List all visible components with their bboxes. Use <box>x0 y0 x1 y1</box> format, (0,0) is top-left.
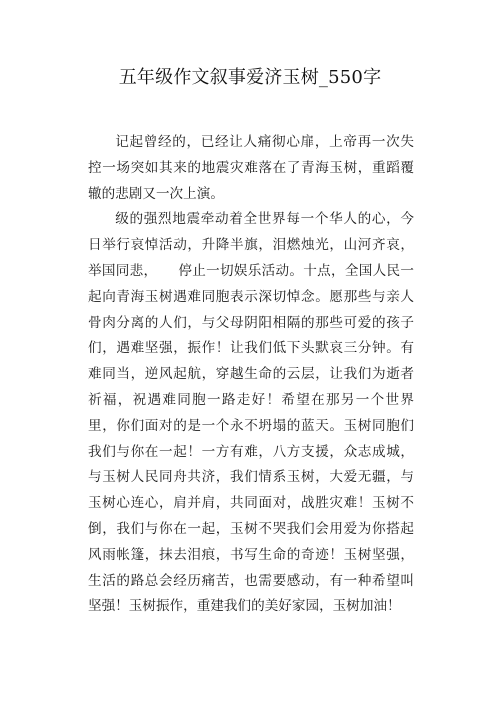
document-body <box>88 130 414 620</box>
paragraph-2: 级的强烈地震牵动着全世界每一个华人的心，今日举行哀悼活动，升降半旗，泪燃烛光，山河齐哀，举国同悲， 停止一切娱乐活动。十点，全国人民一起向青海玉树遇难同胞表示深切悼念。愿那些与亲人骨肉分离的人们，与父母阴阳相隔的那些可爱的孩子们，遇难坚强，振作！让我们低下头默哀三分钟。有难同当，逆风起航，穿越生命的云层，让我们为逝者祈福，祝遇难同胞一路走好！希望在那另一个世界里，你们面对的是一个永不坍塌的蓝天。玉树同胞们我们与你在一起！一方有难，八方支援，众志成城，与玉树人民同舟共济，我们情系玉树，大爱无疆，与玉树心连心，肩并肩，共同面对，战胜灾难！玉树不倒，我们与你在一起，玉树不哭我们会用爱为你搭起风雨帐篷，抹去泪痕，书写生命的奇迹！玉树坚强，生活的路总会经历痛苦，也需要感动，有一种希望叫坚强！玉树振作，重建我们的美好家园，玉树加油！ <box>88 211 414 615</box>
document-title: 五年级作文叙事爱济玉树_550字 <box>118 67 382 88</box>
paragraph-1: 记起曾经的，已经让人痛彻心扉，上帝再一次失控一场突如其来的地震灾难落在了青海玉树，重蹈覆辙的悲剧又一次上演。 <box>88 134 414 202</box>
